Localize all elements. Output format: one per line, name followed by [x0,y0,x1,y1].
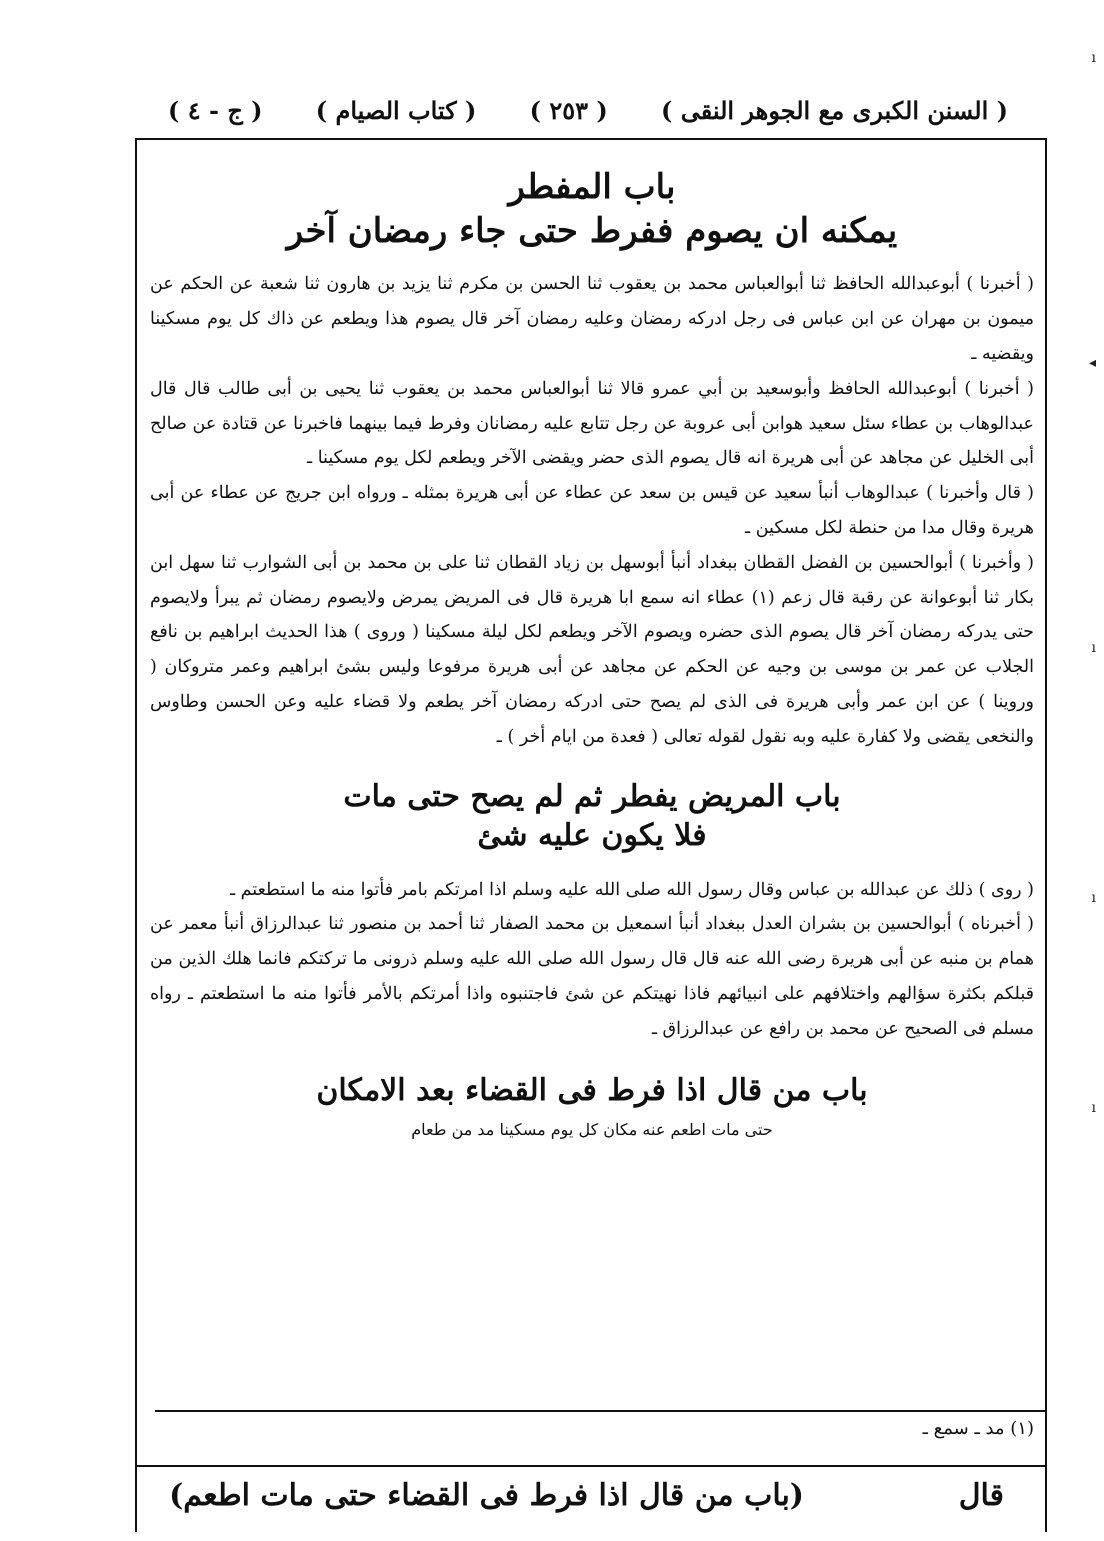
chapter-title-2b: فلا يكون عليه شئ [477,817,707,853]
kitab-title: ( كتاب الصيام ) [315,95,477,125]
jawhar-label: قال [958,1478,1004,1513]
main-content [150,165,1034,1139]
chapter-title-3: باب من قال اذا فرط فى القضاء بعد الامكان [316,1072,868,1108]
margin-mark: ı [1091,50,1096,66]
margin-mark: ı [1091,890,1096,906]
hadith-paragraph: ( أخبرنا ) أبوعبدالله الحافظ وأبوسعيد بن أبي عمرو قالا ثنا أبوالعباس محمد بن يعقوب ثنا يحيى بن أبى طالب قال قال عبدالوهاب بن عطاء سئل سعيد هوابن أبى عروبة عن رجل تتابع عليه رمضانان وفرط فيما بينهما فاخبرنا عن قتادة عن صالح أبى الخليل عن مجاهد عن أبى هريرة انه قال يصوم الذى حضر ويقضى الآخر ويطعم لكل يوم مسكينا ـ [150,378,1034,469]
jawhar-chapter-title: (باب من قال اذا فرط فى القضاء حتى مات اطعم) [169,1478,804,1513]
chapter-subtitle-3: حتى مات اطعم عنه مكان كل يوم مسكينا مد من طعام [411,1119,773,1139]
margin-mark: ı [1091,640,1096,656]
chapter-title-2a: باب المريض يفطر ثم لم يصح حتى مات [343,778,841,814]
margin-mark: ı [1091,1100,1096,1116]
hadith-paragraph: ( أخبرنا ) أبوعبدالله الحافظ ثنا أبوالعباس محمد بن يعقوب ثنا الحسن بن مكرم ثنا يزيد بن هارون ثنا شعبة عن الحكم عن ميمون بن مهران عن ابن عباس فى رجل ادركه رمضان وعليه رمضان آخر قال يصوم هذا ويطعم عن ذاك كل يوم مسكينا ويقضيه ـ [150,274,1034,364]
page-header [168,88,1008,132]
footnote-divider [155,1410,1045,1412]
hadith-paragraph: ( قال وأخبرنا ) عبدالوهاب أنبأ سعيد عن قيس بن سعد عن عطاء عن أبى هريرة بمثله ـ ورواه ابن جريج عن عطاء عن أبى هريرة وقال مدا من حنطة لكل مسكين ـ [150,483,1034,538]
hadith-paragraph: ( وأخبرنا ) أبوالحسين بن الفضل القطان ببغداد أنبأ أبوسهل بن زياد القطان ثنا على بن محمد بن أبى الشوارب ثنا سهل ابن بكار ثنا أبوعوانة عن رقبة قال زعم (١) عطاء انه سمع ابا هريرة قال فى المريض يمرض ولايصوم رمضان ثم يبرأ ولايصوم حتى يدركه رمضان آخر قال يصوم الذى حضره ويصوم الآخر ويطعم لكل ليلة مسكينا ( وروى ) هذا الحديث ابراهيم بن نافع الجلاب عن عمر بن موسى بن وجيه عن الحكم عن مجاهد عن أبى هريرة مرفوعا وليس بشئ ابراهيم وعمر متروكان ( وروينا ) عن ابن عمر وأبى هريرة فى الذى لم يصح حتى ادركه رمضان آخر يطعم ولا قضاء عليه وعن الحسن وطاوس والنخعى يقضى ولا كفارة عليه وبه نقول لقوله تعالى ( فعدة من ايام أخر ) ـ [150,552,1034,747]
hadith-paragraph: ( روى ) ذلك عن عبدالله بن عباس وقال رسول الله صلى الله عليه وسلم اذا امرتكم بامر فأتوا منه ما استطعتم ـ [229,879,1034,900]
book-title: ( السنن الكبرى مع الجوهر النقى ) [660,95,1008,125]
margin-mark: ◂ [1088,355,1096,371]
chapter-title-1a: باب المفطر [508,167,676,207]
hadith-paragraph: ( أخبرناه ) أبوالحسين بن بشران العدل ببغداد أنبأ اسمعيل بن محمد الصفار ثنا أحمد بن منصور ثنا عبدالرزاق أنبأ معمر عن همام بن منبه عن أبى هريرة رضى الله عنه قال قال رسول الله صلى الله عليه وسلم ذرونى ما تركتكم فانما هلك الذين من قبلكم بكثرة سؤالهم واختلافهم على انبيائهم فاذا نهيتكم عن شئ فاجتنبوه واذا أمرتكم بالأمر فأتوا منه ما استطعتم ـ رواه مسلم فى الصحيح عن محمد بن رافع عن عبدالرزاق ـ [150,914,1034,1039]
page-number: ( ٢٥٣ ) [529,95,608,125]
footnote: (١) مد ـ سمع ـ [922,1418,1034,1439]
volume-number: ( ج - ٤ ) [168,95,263,125]
chapter-title-1b: يمكنه ان يصوم ففرط حتى جاء رمضان آخر [286,211,898,252]
bottom-divider [135,1465,1047,1467]
